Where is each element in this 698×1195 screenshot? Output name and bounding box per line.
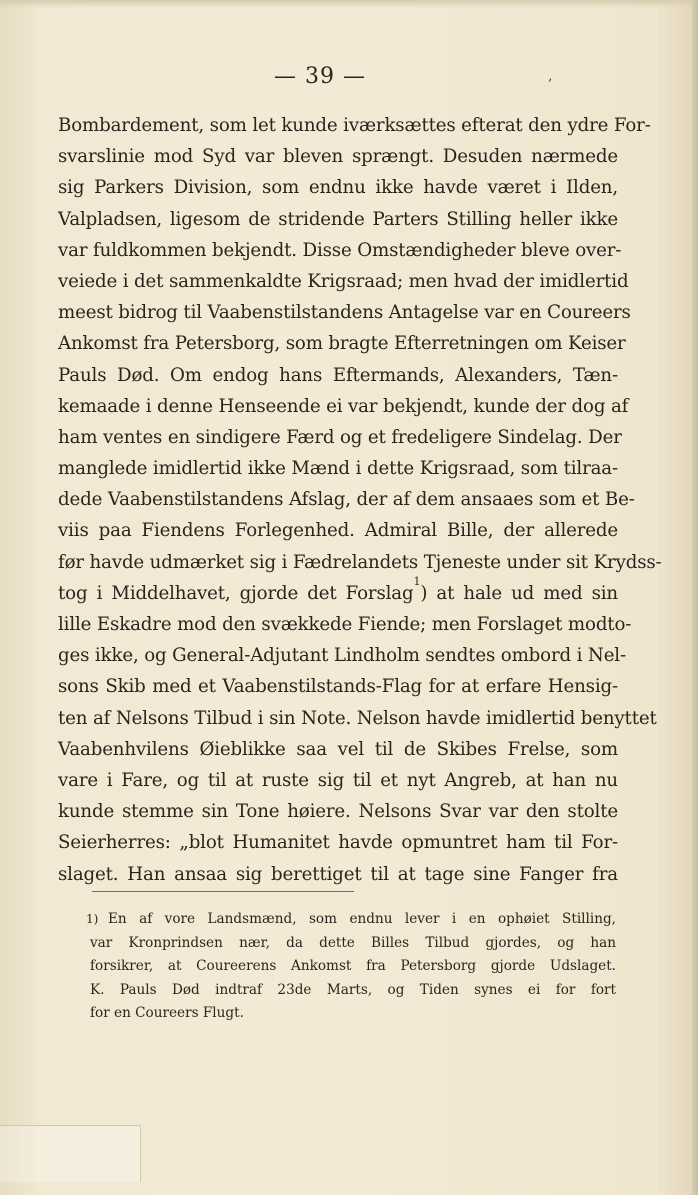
page-right-edge xyxy=(692,0,698,1195)
footnote-line: var Kronprindsen nær, da dette Billes Tilbud gjordes, og han xyxy=(90,934,616,951)
text-line: manglede imidlertid ikke Mænd i dette Krigsraad, som tilraa- xyxy=(58,458,618,480)
footnote-divider xyxy=(92,891,354,892)
library-label-area xyxy=(0,1125,141,1182)
text-line: Pauls Død. Om endog hans Eftermands, Alexanders, Tæn- xyxy=(58,364,618,386)
text-line: viis paa Fiendens Forlegenhed. Admiral Bille, der allerede xyxy=(58,520,618,542)
page-number: — 39 — xyxy=(274,64,366,89)
footnote-reference[interactable]: 1 xyxy=(413,574,421,588)
footnote-line xyxy=(86,908,616,932)
footnote-line: forsikrer, at Coureerens Ankomst fra Petersborg gjorde Udslaget. xyxy=(90,958,616,974)
text-line-segment: ) at hale ud med sin xyxy=(420,582,618,604)
page-top-shadow xyxy=(0,0,698,8)
text-line: veiede i det sammenkaldte Krigsraad; men hvad der imidlertid xyxy=(58,270,629,292)
text-line: ham ventes en sindigere Færd og et fredeligere Sindelag. Der xyxy=(58,426,622,448)
text-line: svarslinie mod Syd var bleven sprængt. Desuden nærmede xyxy=(58,146,618,168)
text-line: var fuldkommen bekjendt. Disse Omstændigheder bleve over- xyxy=(58,239,622,261)
text-line: kemaade i denne Henseende ei var bekjendt, kunde der dog af xyxy=(58,395,629,417)
text-line: før havde udmærket sig i Fædrelandets Tjeneste under sit Krydss- xyxy=(58,551,662,573)
text-line: dede Vaabenstilstandens Afslag, der af dem ansaaes som et Be- xyxy=(58,489,635,511)
footnote-marker: 1) xyxy=(86,912,99,926)
text-line: slaget. Han ansaa sig berettiget til at tage sine Fanger fra xyxy=(58,863,618,885)
text-line-segment: tog i Middelhavet, gjorde det Forslag xyxy=(58,582,414,604)
text-line: sons Skib med et Vaabenstilstands-Flag for at erfare Hensig- xyxy=(58,676,618,698)
text-line: sig Parkers Division, som endnu ikke havde været i Ilden, xyxy=(58,177,618,199)
text-line: lille Eskadre mod den svækkede Fiende; men Forslaget modto- xyxy=(58,614,632,635)
page-mark: ‚ xyxy=(548,68,553,84)
text-line: ges ikke, og General-Adjutant Lindholm sendtes ombord i Nel- xyxy=(58,645,626,667)
text-line: ten af Nelsons Tilbud i sin Note. Nelson havde imidlertid benyttet xyxy=(58,707,657,729)
text-line: Ankomst fra Petersborg, som bragte Efterretningen om Keiser xyxy=(58,333,626,355)
text-line: Valpladsen, ligesom de stridende Parters Stilling heller ikke xyxy=(58,208,618,230)
footnote-line-text: En af vore Landsmænd, som endnu lever i en ophøiet Stilling, xyxy=(108,911,616,927)
footnote-line: for en Coureers Flugt. xyxy=(90,1005,244,1021)
text-line: Bombardement, som let kunde iværksættes efterat den ydre For- xyxy=(58,115,651,136)
body-text xyxy=(58,110,662,890)
text-line: Vaabenhvilens Øieblikke saa vel til de Skibes Frelse, som xyxy=(58,738,618,760)
text-line: meest bidrog til Vaabenstilstandens Antagelse var en Coureers xyxy=(58,302,631,324)
text-line: Seierherres: „blot Humanitet havde opmuntret ham til For- xyxy=(58,832,618,854)
footnote-line: K. Pauls Død indtraf 23de Marts, og Tiden synes ei for fort xyxy=(90,981,616,998)
text-line-with-footnote-ref xyxy=(58,574,618,609)
footnote xyxy=(86,908,616,1026)
text-line: vare i Fare, og til at ruste sig til et nyt Angreb, at han nu xyxy=(58,769,618,791)
text-line: kunde stemme sin Tone høiere. Nelsons Svar var den stolte xyxy=(58,801,618,823)
